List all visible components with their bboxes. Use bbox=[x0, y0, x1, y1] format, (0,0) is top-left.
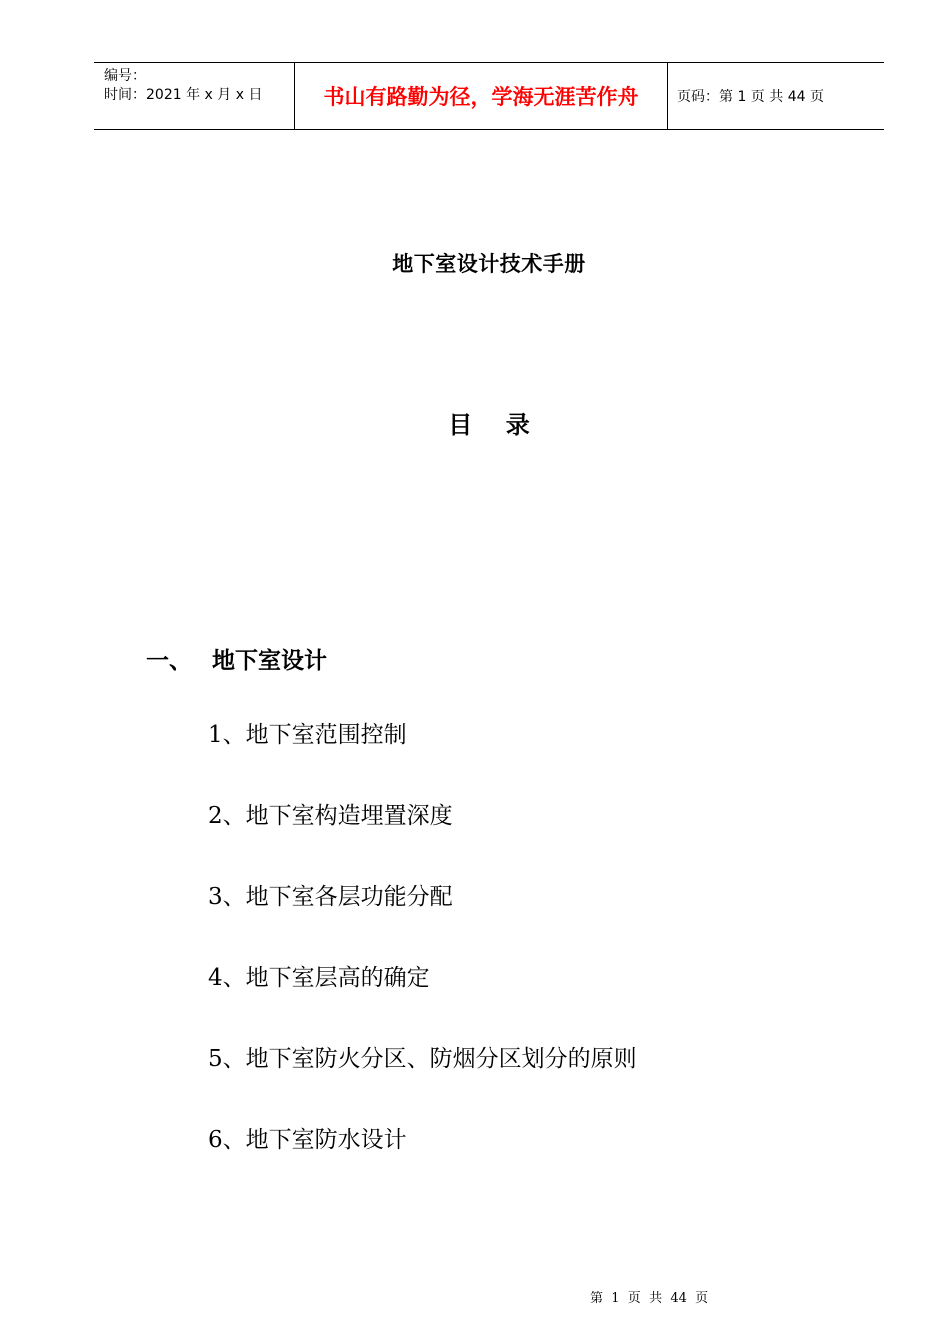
time-label: 时间：2021 年 x 月 x 日 bbox=[104, 87, 263, 103]
toc-title: 目 录 bbox=[448, 411, 530, 439]
toc-item: 3、地下室各层功能分配 bbox=[208, 884, 453, 910]
toc-item: 1、地下室范围控制 bbox=[208, 722, 407, 748]
toc-item: 6、地下室防水设计 bbox=[208, 1127, 407, 1153]
section-number: 一、 bbox=[146, 648, 192, 674]
document-title: 地下室设计技术手册 bbox=[392, 252, 586, 276]
motto-text: 书山有路勤为径，学海无涯苦作舟 bbox=[323, 85, 639, 109]
page-header bbox=[94, 62, 884, 130]
page-info: 页码：第 1 页 共 44 页 bbox=[677, 89, 824, 105]
page-info-cell bbox=[668, 63, 884, 129]
header-meta-cell bbox=[94, 63, 295, 129]
toc-item: 5、地下室防火分区、防烟分区划分的原则 bbox=[208, 1046, 637, 1072]
section-heading bbox=[146, 642, 327, 675]
toc-item: 2、地下室构造埋置深度 bbox=[208, 803, 453, 829]
toc-list bbox=[208, 718, 637, 1204]
section-title: 地下室设计 bbox=[212, 648, 327, 674]
number-label: 编号： bbox=[104, 68, 146, 84]
page-footer: 第 1 页 共 44 页 bbox=[590, 1291, 709, 1306]
motto-cell bbox=[295, 63, 668, 129]
toc-item: 4、地下室层高的确定 bbox=[208, 965, 430, 991]
